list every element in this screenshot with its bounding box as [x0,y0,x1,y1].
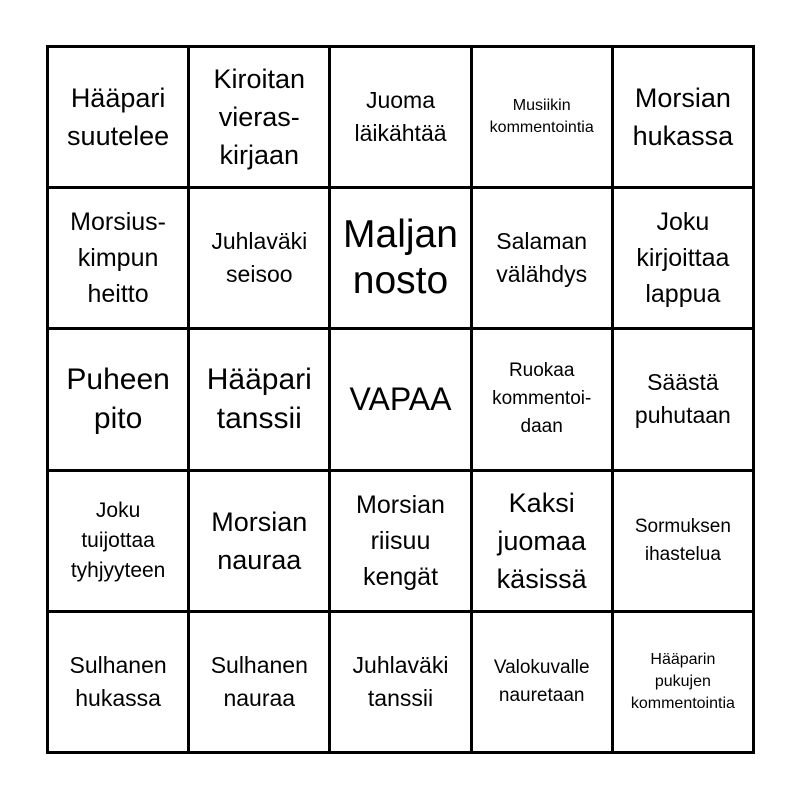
bingo-cell-4-5[interactable] [614,472,755,613]
bingo-cell-5-1[interactable] [49,613,190,754]
bingo-cell-3-5[interactable] [614,330,755,471]
bingo-cell-2-2[interactable] [190,189,331,330]
bingo-cell-text: Maljan nosto [343,213,458,303]
bingo-cell-text: Juhlaväki seisoo [211,228,308,288]
bingo-cell-4-1[interactable] [49,472,190,613]
bingo-cell-text: Sulhanen hukassa [69,651,167,711]
bingo-cell-text: Juoma läikähtää [354,87,447,147]
bingo-cell-text: Valokuvalle nauretaan [493,656,590,706]
bingo-cell-1-5[interactable] [614,48,755,189]
bingo-cell-2-4[interactable] [473,189,614,330]
bingo-cell-3-2[interactable] [190,330,331,471]
bingo-cell-3-1[interactable] [49,330,190,471]
bingo-cell-text: Kaksi juomaa käsissä [496,487,587,594]
bingo-cell-text: Säästä puhutaan [634,369,731,429]
bingo-cell-text: Hääpari tanssii [206,363,312,436]
bingo-board [46,45,755,754]
bingo-cell-text: Joku kirjoittaa lappua [636,208,730,309]
bingo-cell-3-3[interactable] [331,330,472,471]
bingo-cell-2-3[interactable] [331,189,472,330]
bingo-cell-4-2[interactable] [190,472,331,613]
bingo-cell-text: Kiroitan vieras- kirjaan [213,64,306,171]
bingo-cell-1-1[interactable] [49,48,190,189]
bingo-cell-text: Sulhanen nauraa [210,651,308,711]
bingo-cell-text: Musiikin kommentointia [489,97,594,137]
bingo-cell-1-4[interactable] [473,48,614,189]
bingo-cell-text: Sormuksen ihastelua [634,515,731,565]
bingo-cell-3-4[interactable] [473,330,614,471]
bingo-cell-4-3[interactable] [331,472,472,613]
bingo-cell-5-3[interactable] [331,613,472,754]
bingo-cell-text: Salaman välähdys [496,228,588,288]
bingo-cell-1-3[interactable] [331,48,472,189]
bingo-cell-text: Hääpari suutelee [67,83,170,152]
bingo-cell-text: Morsian riisuu kengät [356,490,445,591]
bingo-cell-text: Morsian nauraa [211,506,308,575]
bingo-cell-text: Juhlaväki tanssii [352,651,449,711]
bingo-cell-2-5[interactable] [614,189,755,330]
bingo-cell-4-4[interactable] [473,472,614,613]
bingo-cell-5-2[interactable] [190,613,331,754]
bingo-cell-1-2[interactable] [190,48,331,189]
bingo-cell-5-5[interactable] [614,613,755,754]
bingo-cell-text: Hääparin pukujen kommentointia [630,650,735,712]
bingo-cell-text: Morsius- kimpun heitto [70,208,167,309]
free-space-label: VAPAA [349,380,452,417]
bingo-cell-text: Puheen pito [66,363,170,436]
bingo-cell-5-4[interactable] [473,613,614,754]
bingo-cell-text: Ruokaa kommentoi- daan [492,360,592,438]
bingo-cell-text: Morsian hukassa [632,83,734,152]
bingo-cell-2-1[interactable] [49,189,190,330]
bingo-cell-text: Joku tuijottaa tyhjyyteen [70,498,166,582]
